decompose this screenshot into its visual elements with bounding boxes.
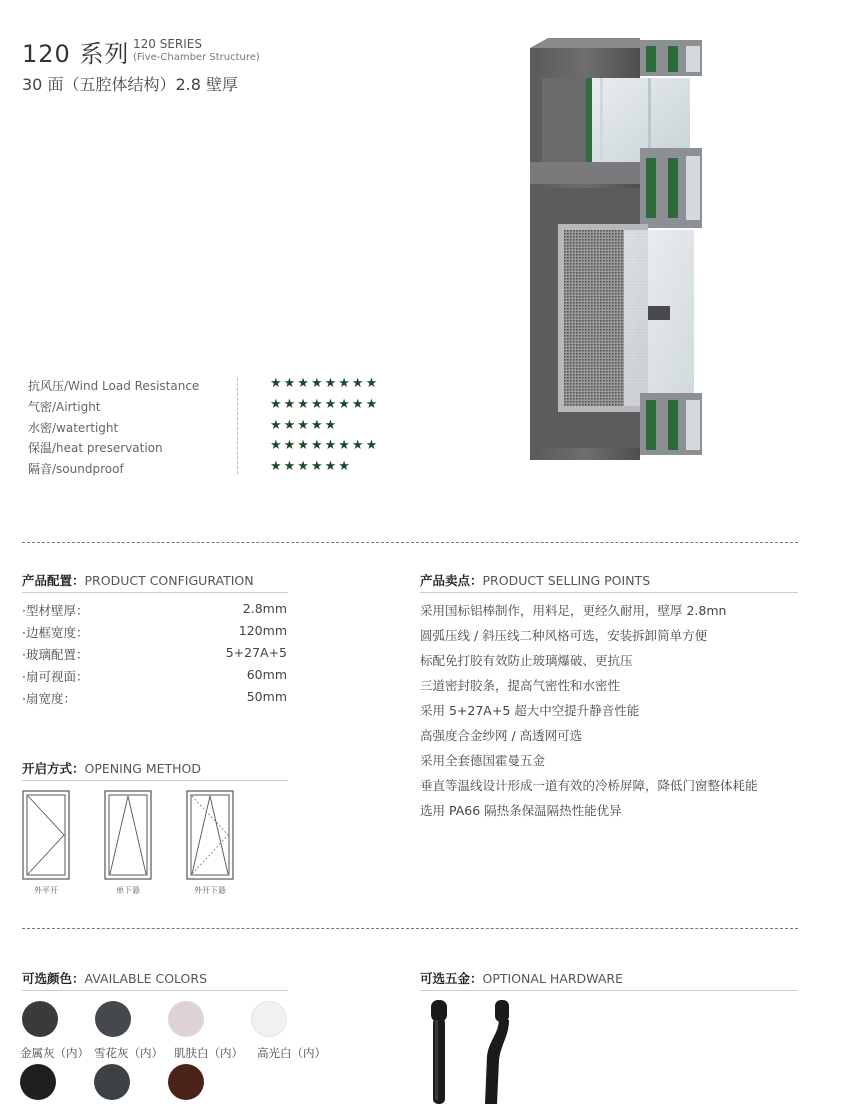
config-rule	[22, 592, 288, 593]
opening-label: 单下悬	[116, 886, 140, 895]
top-hung-icon	[104, 790, 152, 880]
color-swatch-snow-grey[interactable]	[95, 1001, 131, 1037]
colors-rule	[22, 990, 288, 991]
rating-label-heat: 保温/heat preservation	[28, 441, 163, 455]
rating-stars-airtight: ★★★★★★★★	[270, 397, 380, 412]
rating-stars-watertight: ★★★★★	[270, 418, 339, 433]
selling-point: 采用 5+27A+5 超大中空提升静音性能	[420, 703, 640, 718]
config-heading: 产品配置：PRODUCT CONFIGURATION	[22, 573, 254, 588]
config-value: 60mm	[246, 667, 287, 682]
selling-rule	[420, 592, 798, 593]
selling-point: 圆弧压线 / 斜压线二种风格可选，安装拆卸简单方便	[420, 628, 708, 643]
hardware-heading: 可选五金：OPTIONAL HARDWARE	[420, 971, 623, 986]
section-divider-2	[22, 928, 798, 929]
selling-point: 选用 PA66 隔热条保温隔热性能优异	[420, 803, 622, 818]
config-label: ·型材壁厚：	[22, 603, 89, 618]
rating-label-wind: 抗风压/Wind Load Resistance	[28, 379, 200, 393]
selling-point: 采用国标铝棒制作，用料足，更经久耐用，壁厚 2.8mn	[420, 603, 727, 618]
rating-stars-wind: ★★★★★★★★	[270, 376, 380, 391]
config-value: 5+27A+5	[225, 645, 287, 660]
selling-point: 三道密封胶条，提高气密性和水密性	[420, 678, 621, 693]
rating-label-watertight: 水密/watertight	[28, 421, 119, 435]
rating-label-airtight: 气密/Airtight	[28, 400, 101, 414]
tilt-turn-icon	[186, 790, 234, 880]
color-swatch-metal-grey[interactable]	[22, 1001, 58, 1037]
color-swatch-black[interactable]	[20, 1064, 56, 1100]
series-title: 120 系列	[22, 40, 130, 68]
config-label: ·扇可视面：	[22, 669, 89, 684]
selling-point: 采用全套德国霍曼五金	[420, 753, 546, 768]
config-label: ·边框宽度：	[22, 625, 89, 640]
config-value: 2.8mm	[242, 601, 287, 616]
series-title-en: 120 SERIES	[133, 37, 202, 51]
config-label: ·玻璃配置：	[22, 647, 89, 662]
opening-label: 外平开	[34, 886, 58, 895]
color-swatch-dark-grey[interactable]	[94, 1064, 130, 1100]
opening-heading: 开启方式：OPENING METHOD	[22, 761, 202, 776]
selling-point: 垂直等温线设计形成一道有效的冷桥屏障，降低门窗整体耗能	[420, 778, 758, 793]
rating-stars-sound: ★★★★★★	[270, 459, 352, 474]
selling-heading: 产品卖点：PRODUCT SELLING POINTS	[420, 573, 651, 588]
color-swatch-gloss-white[interactable]	[251, 1001, 287, 1037]
hardware-rule	[420, 990, 798, 991]
color-label: 金属灰（内）	[20, 1046, 89, 1060]
rating-label-sound: 隔音/soundproof	[28, 462, 124, 476]
rating-divider	[237, 378, 238, 474]
series-subtitle: 30 面（五腔体结构）2.8 壁厚	[22, 75, 238, 94]
opening-rule	[22, 780, 288, 781]
rating-stars-heat: ★★★★★★★★	[270, 438, 380, 453]
config-value: 50mm	[246, 689, 287, 704]
section-divider-1	[22, 542, 798, 543]
casement-outward-icon	[22, 790, 70, 880]
window-profile-image	[528, 38, 708, 462]
selling-point: 高强度合金纱网 / 高透网可选	[420, 728, 583, 743]
opening-label: 外开下悬	[194, 886, 226, 895]
color-label: 雪花灰（内）	[94, 1046, 163, 1060]
color-swatch-skin-white[interactable]	[168, 1001, 204, 1037]
config-label: ·扇宽度：	[22, 691, 76, 706]
color-label: 肌肤白（内）	[174, 1046, 243, 1060]
color-label: 高光白（内）	[257, 1046, 326, 1060]
selling-point: 标配免打胶有效防止玻璃爆破、更抗压	[420, 653, 633, 668]
structure-en: (Five-Chamber Structure)	[133, 52, 260, 63]
colors-heading: 可选颜色：AVAILABLE COLORS	[22, 971, 208, 986]
handle-curved-icon[interactable]	[475, 1000, 565, 1104]
color-swatch-brown[interactable]	[168, 1064, 204, 1100]
config-value: 120mm	[238, 623, 287, 638]
